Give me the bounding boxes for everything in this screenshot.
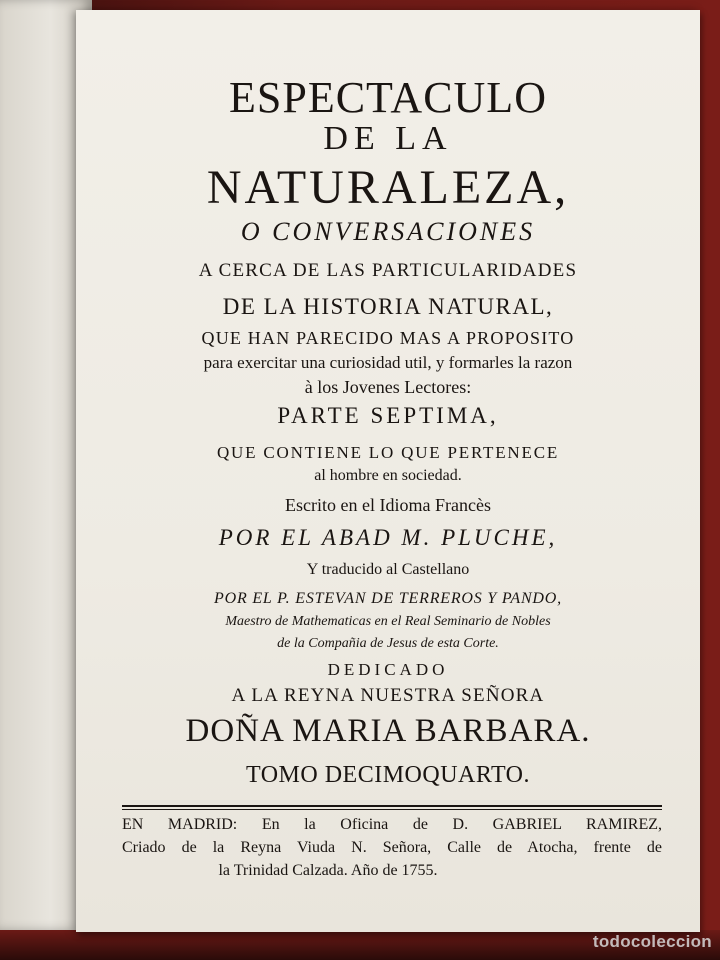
- dedication-line-reyna: A LA REYNA NUESTRA SEÑORA: [231, 685, 545, 706]
- imprint-line-1: EN MADRID: En la Oficina de D. GABRIEL RAMIREZ,: [122, 816, 662, 833]
- subtitle-line-a-cerca: A CERCA DE LAS PARTICULARIDADES: [198, 260, 578, 281]
- volume-label: TOMO DECIMOQUARTO.: [245, 762, 530, 788]
- translator-role-line-2: de la Compañia de Jesus de esta Corte.: [277, 636, 499, 651]
- subtitle-line-exercitar: para exercitar una curiosidad util, y formarles la razon: [203, 353, 573, 372]
- imprint-rule-thin: [122, 809, 662, 810]
- watermark-logo: todocoleccion: [592, 932, 712, 951]
- subtitle-line-historia: DE LA HISTORIA NATURAL,: [222, 294, 554, 319]
- imprint-rule: [122, 805, 662, 807]
- imprint-line-3: la Trinidad Calzada. Año de 1755.: [218, 862, 438, 879]
- author-line: POR EL ABAD M. PLUCHE,: [218, 525, 558, 550]
- written-line: Escrito en el Idioma Francès: [285, 495, 491, 515]
- part-line-contiene: QUE CONTIENE LO QUE PERTENECE: [216, 443, 560, 462]
- subtitle-line-jovenes: à los Jovenes Lectores:: [304, 377, 472, 397]
- dedicatee-name: DOÑA MARIA BARBARA.: [185, 713, 591, 749]
- title-naturaleza: NATURALEZA,: [206, 161, 570, 214]
- subtitle-line-que-han: QUE HAN PARECIDO MAS A PROPOSITO: [201, 328, 575, 348]
- translated-line: Y traducido al Castellano: [306, 561, 470, 578]
- imprint-line-2: Criado de la Reyna Viuda N. Señora, Calle de Atocha, frente de: [122, 839, 662, 856]
- title-page: [76, 10, 700, 932]
- book-title: ESPECTACULO: [229, 73, 547, 122]
- title-de-la: DE LA: [323, 120, 453, 157]
- part-heading: PARTE SEPTIMA,: [277, 403, 499, 428]
- translator-role-line-1: Maestro de Mathematicas en el Real Seminario de Nobles: [225, 614, 551, 629]
- dedication-heading: DEDICADO: [327, 660, 449, 679]
- subtitle-conversaciones: O CONVERSACIONES: [240, 217, 536, 246]
- translator-line: POR EL P. ESTEVAN DE TERREROS Y PANDO,: [214, 590, 562, 607]
- part-line-hombre: al hombre en sociedad.: [314, 467, 462, 484]
